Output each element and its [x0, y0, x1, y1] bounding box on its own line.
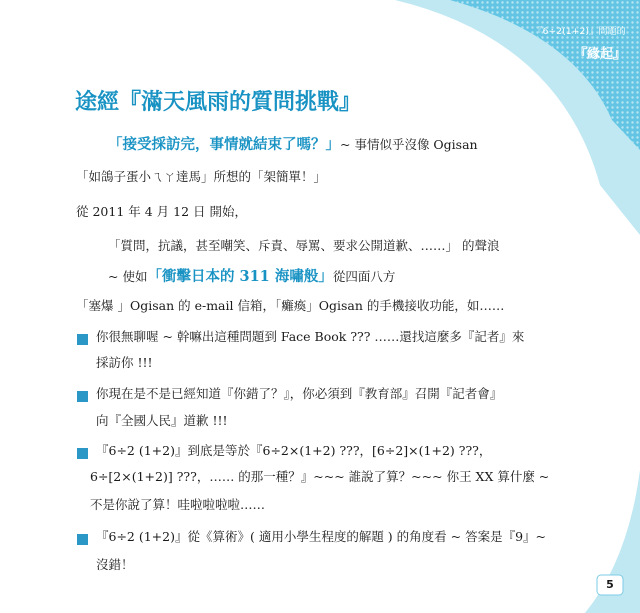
paragraph-4: 「質問，抗議，甚至嘲笑、斥責、辱罵、要求公開道歉、……」 的聲浪	[108, 238, 500, 253]
bullet-square	[77, 387, 88, 406]
paragraph-2: 「如鴿子蛋小ㄟㄚ達馬」所想的「架簡單！」	[76, 169, 327, 184]
paragraph-5-pre: ~ 使如	[108, 269, 148, 284]
header-chapter-line: 『6÷2(1+2)』問題的	[533, 27, 626, 37]
page-number: 5	[606, 578, 614, 591]
bullet-square	[77, 444, 88, 463]
paragraph-5	[108, 265, 395, 286]
bullet-3-line-3: 不是你說了算！哇啦啦啦啦……	[90, 497, 266, 512]
bullet-4-line-1: 『6÷2 (1+2)』從《算術》( 適用小學生程度的解題 ) 的角度看 ~ 答案是『9』~	[96, 529, 547, 544]
bullet-1-line-1: 你很無聊喔 ~ 幹嘛出這種問題到 Face Book ??? ……還找這麼多『記者』來	[96, 329, 525, 344]
bullet-square	[77, 330, 88, 349]
bullet-2-line-1: 你現在是不是已經知道『你錯了？』，你必須到『教育部』召開『記者會』	[96, 386, 503, 401]
section-title: 途經『滿天風雨的質問挑戰』	[75, 89, 362, 115]
bullet-3-line-2: 6÷[2×(1+2)] ???，…… 的那一種？』~~~ 誰說了算？~~~ 你王 XX 算什麼 ~	[90, 469, 550, 484]
paragraph-6: 「塞爆 」Ogisan 的 e-mail 信箱，「癱瘓」Ogisan 的手機接收功能，如……	[76, 298, 505, 313]
paragraph-3: 從 2011 年 4 月 12 日 開始，	[76, 204, 247, 219]
bullet-4-line-2: 沒錯！	[96, 557, 134, 572]
paragraph-1-highlight: 「接受採訪完，事情就結束了嗎？」	[108, 136, 340, 153]
header-chapter-title: 『緣起』	[573, 47, 626, 62]
paragraph-1	[108, 133, 478, 154]
bullet-2-line-2: 向『全國人民』道歉 !!!	[96, 413, 228, 428]
bullet-square	[77, 530, 88, 549]
paragraph-5-post: 從四面八方	[332, 269, 396, 284]
paragraph-5-highlight: 「衝擊日本的 311 海嘯般」	[147, 268, 333, 285]
paragraph-1-text: ~ 事情似乎沒像 Ogisan	[340, 137, 478, 152]
bullet-3-line-1: 『6÷2 (1+2)』到底是等於『6÷2×(1+2) ???，[6÷2]×(1+2) ???，	[96, 443, 492, 458]
bullet-1-line-2: 採訪你 !!!	[96, 355, 153, 370]
